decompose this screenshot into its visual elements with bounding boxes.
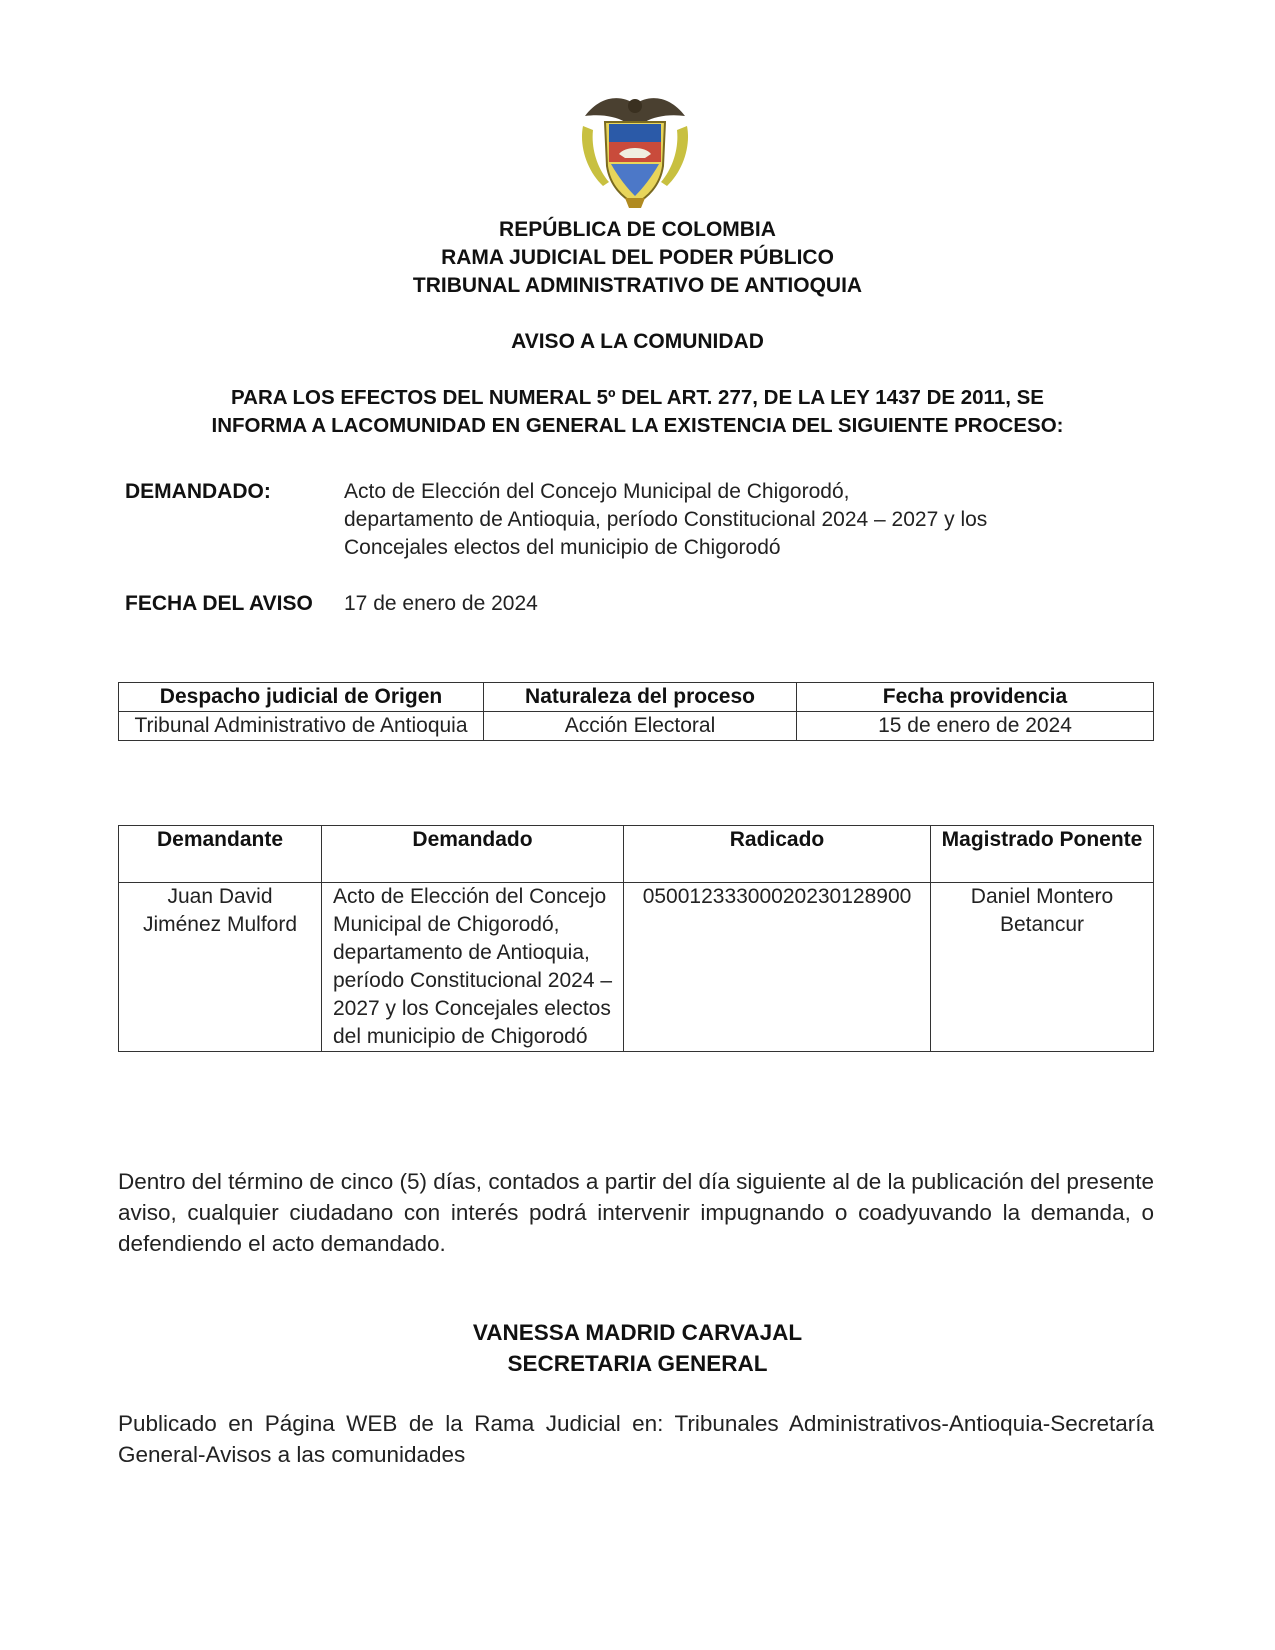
table-row bbox=[119, 712, 1154, 741]
case-details-table bbox=[118, 825, 1154, 1052]
table-cell: Juan David Jiménez Mulford bbox=[119, 883, 322, 1052]
demandado-label: DEMANDADO: bbox=[125, 480, 271, 503]
table-header: Naturaleza del proceso bbox=[484, 683, 797, 712]
table-cell: 15 de enero de 2024 bbox=[797, 712, 1154, 741]
table-header: Radicado bbox=[624, 826, 931, 883]
signatory-name: VANESSA MADRID CARVAJAL bbox=[472, 1320, 803, 1345]
demandado-line-3: Concejales electos del municipio de Chigorodó bbox=[344, 536, 781, 559]
table-header: Demandado bbox=[322, 826, 624, 883]
header-republic: REPÚBLICA DE COLOMBIA bbox=[499, 218, 776, 241]
demandado-line-1: Acto de Elección del Concejo Municipal de Chigorodó, bbox=[344, 480, 850, 503]
demandado-value bbox=[344, 478, 1134, 562]
signatory-title: SECRETARIA GENERAL bbox=[507, 1351, 768, 1376]
table-cell: Acción Electoral bbox=[484, 712, 797, 741]
table-cell: 05001233300020230128900 bbox=[624, 883, 931, 1052]
purpose-statement bbox=[0, 384, 1275, 440]
header-judicial-branch: RAMA JUDICIAL DEL PODER PÚBLICO bbox=[441, 246, 834, 269]
coat-of-arms-seal bbox=[575, 86, 695, 210]
process-origin-table bbox=[118, 682, 1154, 741]
intervention-paragraph: Dentro del término de cinco (5) días, contados a partir del día siguiente al de la publicación del presente aviso, cualquier ciudadano con interés podrá intervenir impugnando o coadyuvando la demanda, o defendiendo el acto demandado. bbox=[118, 1169, 1154, 1256]
table-header-row bbox=[119, 683, 1154, 712]
fecha-aviso-label: FECHA DEL AVISO bbox=[125, 592, 313, 615]
header-tribunal: TRIBUNAL ADMINISTRATIVO DE ANTIOQUIA bbox=[412, 274, 863, 297]
table-header-row bbox=[119, 826, 1154, 883]
table-header: Despacho judicial de Origen bbox=[119, 683, 484, 712]
table-row bbox=[119, 883, 1154, 1052]
institution-header bbox=[0, 216, 1275, 300]
purpose-line-2: INFORMA A LACOMUNIDAD EN GENERAL LA EXISTENCIA DEL SIGUIENTE PROCESO: bbox=[211, 414, 1064, 437]
demandado-line-2: departamento de Antioquia, período Constitucional 2024 – 2027 y los bbox=[344, 508, 988, 531]
table-header: Fecha providencia bbox=[797, 683, 1154, 712]
table-cell: Acto de Elección del Concejo Municipal de Chigorodó, departamento de Antioquia, período Constitucional 2024 – 2027 y los Concejales electos del municipio de Chigorodó bbox=[322, 883, 624, 1052]
notice-title: AVISO A LA COMUNIDAD bbox=[511, 330, 764, 353]
table-cell: Tribunal Administrativo de Antioquia bbox=[119, 712, 484, 741]
signature-block bbox=[0, 1317, 1275, 1379]
table-cell: Daniel Montero Betancur bbox=[931, 883, 1154, 1052]
table-header: Magistrado Ponente bbox=[931, 826, 1154, 883]
publication-note: Publicado en Página WEB de la Rama Judicial en: Tribunales Administrativos-Antioquia-Secretaría General-Avisos a las comunidades bbox=[118, 1411, 1154, 1467]
purpose-line-1: PARA LOS EFECTOS DEL NUMERAL 5º DEL ART. 277, DE LA LEY 1437 DE 2011, SE bbox=[231, 386, 1044, 409]
fecha-aviso-value: 17 de enero de 2024 bbox=[344, 592, 538, 615]
table-header: Demandante bbox=[119, 826, 322, 883]
